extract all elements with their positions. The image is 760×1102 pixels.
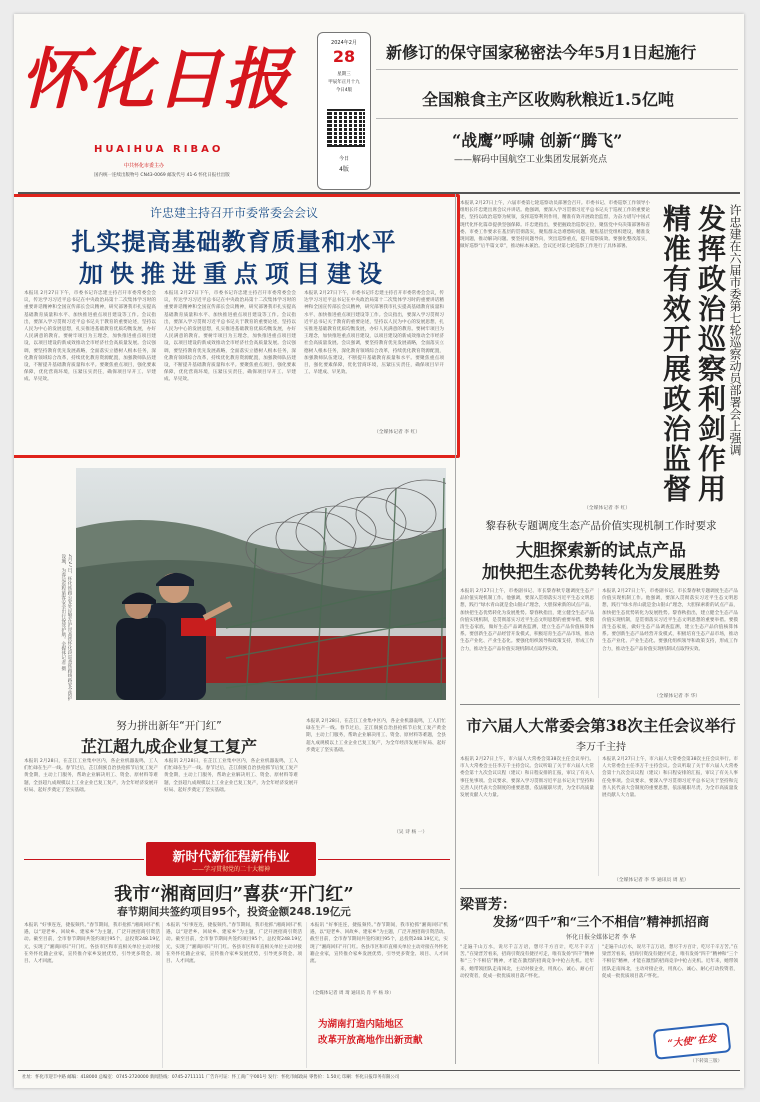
investment-title: 我市“湘商回归”喜获“开门红”: [114, 884, 354, 905]
lead-body-col-1: 本报讯 2月27日下午，市委书记许忠建主持召开市委常委会会议，传达学习习近平总书记在中央政治局第十二次集体学习时的重要讲话精神和全国宣传部长会议精神，研究部署我市扎实提高基础教育质量和水平、加快推进重点项目建设等工作。会议指出，要深入学习贯彻习近平总书记关于教育的重要论述，坚持以人民为中心的发展思想，扎实推进基础教育优质均衡发展，办好人民满意的教育。要树牢项目为王理念，加快推进重点项目建设，以项目建设的新成效推动全市经济社会高质量发展。会议强调，要坚持教育优先发展战略，全面落实立德树人根本任务，深化教育领域综合改革，持续优化教育资源配置，加强教师队伍建设，不断提升基础教育质量和水平。要聚焦重点项目，强化要素保障，优化营商环境，压紧压实责任，确保项目早开工、早建成、早见效。: [24, 291, 156, 383]
pages-value: 4版: [339, 166, 349, 173]
banner-title: 新时代新征程新伟业: [172, 850, 290, 865]
lead-body-col-2: 本报讯 2月27日下午，市委书记许忠建主持召开市委常委会会议，传达学习习近平总书记在中央政治局第十二次集体学习时的重要讲话精神和全国宣传部长会议精神，研究部署我市扎实提高基础教育质量和水平、加快推进重点项目建设等工作。会议指出，要深入学习贯彻习近平总书记关于教育的重要论述，坚持以人民为中心的发展思想，扎实推进基础教育优质均衡发展，办好人民满意的教育。要树牢项目为王理念，加快推进重点项目建设，以项目建设的新成效推动全市经济社会高质量发展。会议强调，要坚持教育优先发展战略，全面落实立德树人根本任务，深化教育领域综合改革，持续优化教育资源配置，加强教师队伍建设，不断提升基础教育质量和水平。要聚焦重点项目，强化要素保障，优化营商环境，压紧压实责任，确保项目早开工、早建成、早见效。: [164, 291, 296, 383]
investment-body-col-2: 本报讯 “好事连连，捷报频传。”春节期间，我市抢抓“湘商回归”机遇，以“迎老乡、回故乡、建家乡”为主题，广泛开展招商引资活动。截至目前，全市春节期间共签约项目95个，总投资248.19亿元，实现了“湘商回归”开门红。各县市区和市直相关单位主动对接在外怀化籍企业家，宣传推介家乡发展优势，引导更多资金、项目、人才回流。: [166, 923, 302, 965]
enterprise-byline: （吴 诗 杨 一）: [394, 830, 428, 835]
photo-caption: 2月27日，怀化铁路公安处民警在沪昆高铁怀化段巡查铁路线路安全防护设施，为春运返程旅客安全出行保驾护航。全媒体记者 摄: [60, 554, 72, 701]
date-day: 28: [332, 47, 356, 66]
investment-subtitle: 春节期间共签约项目95个，投资金额248.19亿元: [117, 906, 351, 918]
enterprise-body-col-1: 本报讯 2月28日，在芷江工业集中区内，各企业机器轰鸣，工人们忙碌在生产一线。春节过后，芷江侗族自治县抢抓节后复工复产黄金期，主动上门服务，帮助企业解决用工、资金、原材料等难题，全县超九成规模以上工业企业已复工复产，为全年经济发展开好局、起好步奠定了坚实基础。: [24, 759, 158, 793]
footer-info: 社址：怀化市迎丰中路 邮编：418000 总编室：0745-2720000 新闻热线：0745-2711111 广告许可证：怀工商广字001号 发行：怀化市邮政局 零售价：1.50元 印刷：怀化日报印务有限公司: [22, 1075, 400, 1080]
qr-code-icon: [327, 109, 365, 147]
stamp-text: “大使”在发: [667, 1033, 717, 1050]
enterprise-body-col-3: 本报讯 2月28日，在芷江工业集中区内，各企业机器轰鸣，工人们忙碌在生产一线。春节过后，芷江侗族自治县抢抓节后复工复产黄金期，主动上门服务，帮助企业解决用工、资金、原材料等难题，全县超九成规模以上工业企业已复工复产，为全年经济发展开好局、起好步奠定了坚实基础。: [306, 719, 446, 753]
top-headline-3-sub: ——解码中国航空工业集团发展新亮点: [454, 155, 608, 165]
promo-line-1: 为湖南打造内陆地区: [318, 1019, 404, 1030]
date-weekday: 星期三: [337, 72, 351, 77]
enterprise-kicker: 努力拼出新年“开门红”: [116, 720, 222, 732]
npc-title: 市六届人大常委会第38次主任会议举行: [466, 716, 736, 735]
npc-body-col-1: 本报讯 2月27日上午，市六届人大常委会第38次主任会议举行。市人大常委会主任李万千主持会议。会议听取了关于市六届人大常委会第十九次会议议程（建议）和日程安排的汇报，审议了有关人事任免事项。会议要求，要深入学习贯彻习近平总书记关于坚持和完善人民代表大会制度的重要思想，依法履职尽责，为全市高质量发展贡献人大力量。: [460, 757, 594, 799]
pages-label: 今日: [338, 156, 349, 162]
merchant-body-col-2: “走遍千山万水，说尽千言万语，想尽千方百计，吃尽千辛万苦。”在梁晋芳看来，招商引资没有捷径可走，唯有发扬“四千”精神和“三个不相信”精神，才能在激烈的招商竞争中抢占先机。近年来，她带领团队走南闯北，主动对接企业，用真心、诚心、耐心打动投资者，促成一批优质项目落户怀化。: [602, 945, 738, 979]
police-fence-photo: [76, 468, 446, 700]
npc-body-col-2: 本报讯 2月27日上午，市六届人大常委会第38次主任会议举行。市人大常委会主任李万千主持会议。会议听取了关于市六届人大常委会第十九次会议议程（建议）和日程安排的汇报，审议了有关人事任免事项。会议要求，要深入学习贯彻习近平总书记关于坚持和完善人民代表大会制度的重要思想，依法履职尽责，为全市高质量发展贡献人大力量。: [602, 757, 738, 799]
banner-subtitle: ——学习贯彻党的二十大精神: [191, 866, 270, 873]
lead-kicker: 许忠建主持召开市委常委会会议: [149, 206, 318, 220]
merchant-footer-note: （下转第三版）: [690, 1059, 723, 1064]
eco-title-2: 加快把生态优势转化为发展胜势: [482, 563, 720, 583]
theme-banner: [146, 842, 316, 876]
side-kicker: 许忠建在六届市委第七轮巡察动员部署会上强调: [728, 204, 742, 456]
npc-byline: （全媒体记者 李 华 通讯员 周 星）: [614, 878, 689, 883]
lead-title-2: 加快推进重点项目建设: [79, 259, 389, 288]
eco-body-col-2: 本报讯 2月27日上午，市委副书记、市长黎春秋专题调度生态产品价值实现机制工作。他强调，要深入贯彻落实习近平生态文明思想，践行“绿水青山就是金山银山”理念，大胆探索新的试点产品，加快把生态优势转化为发展胜势。黎春秋指出，建立健全生态产品价值实现机制，是贯彻落实习近平生态文明思想的重要举措。要摸清生态家底，做好生态产品调查监测，建立生态产品价值核算体系。要创新生态产品经营开发模式，积极培育生态产品市场，推动生态产业化、产业生态化。要强化组织领导和政策支持，形成工作合力，推动生态产品价值实现机制试点取得实效。: [602, 589, 738, 652]
investment-byline: （全媒体记者 周 琦 通讯员 肖 平 杨 珍）: [310, 991, 394, 996]
side-title-2: 精准有效开展政治监督: [659, 204, 692, 504]
enterprise-title: 芷江超九成企业复工复产: [80, 737, 257, 756]
date-lunar: 甲辰年正月十九: [328, 80, 360, 85]
top-headline-2: 全国粮食主产区收购秋粮近1.5亿吨: [422, 90, 674, 109]
news-photo: [76, 468, 446, 700]
lead-body-col-3: 本报讯 2月27日下午，市委书记许忠建主持召开市委常委会会议，传达学习习近平总书记在中央政治局第十二次集体学习时的重要讲话精神和全国宣传部长会议精神，研究部署我市扎实提高基础教育质量和水平、加快推进重点项目建设等工作。会议指出，要深入学习贯彻习近平总书记关于教育的重要论述，坚持以人民为中心的发展思想，扎实推进基础教育优质均衡发展，办好人民满意的教育。要树牢项目为王理念，加快推进重点项目建设，以项目建设的新成效推动全市经济社会高质量发展。会议强调，要坚持教育优先发展战略，全面落实立德树人根本任务，深化教育领域综合改革，持续优化教育资源配置，加强教师队伍建设，不断提升基础教育质量和水平。要聚焦重点项目，强化要素保障，优化营商环境，压紧压实责任，确保项目早开工、早建成、早见效。: [304, 291, 444, 376]
side-title-1: 发挥政治巡察利剑作用: [694, 204, 727, 504]
merchant-body-col-1: “走遍千山万水，说尽千言万语，想尽千方百计，吃尽千辛万苦。”在梁晋芳看来，招商引资没有捷径可走，唯有发扬“四千”精神和“三个不相信”精神，才能在激烈的招商竞争中抢占先机。近年来，她带领团队走南闯北，主动对接企业，用真心、诚心、耐心打动投资者，促成一批优质项目落户怀化。: [460, 945, 594, 979]
investment-body-col-3: 本报讯 “好事连连，捷报频传。”春节期间，我市抢抓“湘商回归”机遇，以“迎老乡、回故乡、建家乡”为主题，广泛开展招商引资活动。截至目前，全市春节期间共签约项目95个，总投资248.19亿元，实现了“湘商回归”开门红。各县市区和市直相关单位主动对接在外怀化籍企业家，宣传推介家乡发展优势，引导更多资金、项目、人才回流。: [310, 923, 448, 965]
masthead-publisher: 中共怀化市委主办: [124, 163, 165, 169]
date-line: 2024年2月: [331, 40, 357, 46]
merchant-kicker: 梁晋芳：: [460, 897, 516, 913]
reform-promo: [314, 1006, 448, 1062]
date-issue-note: 今日4版: [335, 88, 353, 93]
side-byline: （全媒体记者 李 红）: [584, 506, 631, 511]
masthead-info-line: 国内统一连续出版物号 CN43-0069 邮发代号 41-6 怀化日报社出版: [94, 173, 230, 178]
eco-kicker: 黎春秋专题调度生态产品价值实现机制工作时要求: [485, 520, 717, 532]
merchant-title: 发扬“四千”和“三个不相信”精神抓招商: [492, 914, 710, 929]
masthead-title: 怀化日报: [20, 40, 292, 118]
date-box: [317, 32, 371, 190]
newspaper-page: [14, 14, 744, 1088]
top-headline-3: “战鹰”呼啸 创新“腾飞”: [452, 131, 623, 150]
eco-byline: （全媒体记者 李 华）: [654, 694, 701, 699]
npc-subtitle: 李万千主持: [576, 742, 626, 753]
enterprise-body-col-2: 本报讯 2月28日，在芷江工业集中区内，各企业机器轰鸣，工人们忙碌在生产一线。春节过后，芷江侗族自治县抢抓节后复工复产黄金期，主动上门服务，帮助企业解决用工、资金、原材料等难题，全县超九成规模以上工业企业已复工复产，为全年经济发展开好局、起好步奠定了坚实基础。: [164, 759, 298, 793]
merchant-subtitle: 怀化日报全媒体记者 李 华: [566, 934, 636, 941]
lead-title-1: 扎实提高基础教育质量和水平: [71, 227, 397, 256]
ambassador-stamp: [653, 1022, 732, 1060]
top-headline-1: 新修订的保守国家秘密法今年5月1日起施行: [386, 43, 697, 62]
investment-body-col-1: 本报讯 “好事连连，捷报频传。”春节期间，我市抢抓“湘商回归”机遇，以“迎老乡、回故乡、建家乡”为主题，广泛开展招商引资活动。截至目前，全市春节期间共签约项目95个，总投资248.19亿元，实现了“湘商回归”开门红。各县市区和市直相关单位主动对接在外怀化籍企业家，宣传推介家乡发展优势，引导更多资金、项目、人才回流。: [24, 923, 160, 965]
lead-byline: （全媒体记者 李 红）: [374, 430, 421, 435]
promo-line-2: 改革开放高地作出新贡献: [318, 1035, 423, 1046]
masthead-pinyin: HUAIHUA RIBAO: [94, 144, 224, 155]
eco-title-1: 大胆探索新的试点产品: [516, 541, 686, 561]
side-body: 本报讯 2月27日上午，六届市委第七轮巡察动员部署会召开。市委书记、市委巡察工作领导小组组长许忠建出席会议并讲话。他强调，要深入学习贯彻习近平总书记关于巡视工作的重要论述，坚持以政治巡察为统领，发挥巡察利剑作用，精准有效开展政治监督，为奋力谱写中国式现代化怀化篇章提供坚强保障。许忠建指出，要把握政治巡察定位，聚焦党中央决策部署和省委、市委工作要求在基层的贯彻落实，聚焦群众急难愁盼问题，聚焦基层党组织建设，精准发现问题，推动解决问题。要坚持问题导向，突出巡察重点，提升巡察质效。要强化整改落实，做好巡察“后半篇文章”，推动标本兼治。会议还对第七轮巡察工作进行了具体部署。: [460, 201, 650, 250]
eco-body-col-1: 本报讯 2月27日上午，市委副书记、市长黎春秋专题调度生态产品价值实现机制工作。他强调，要深入贯彻落实习近平生态文明思想，践行“绿水青山就是金山银山”理念，大胆探索新的试点产品，加快把生态优势转化为发展胜势。黎春秋指出，建立健全生态产品价值实现机制，是贯彻落实习近平生态文明思想的重要举措。要摸清生态家底，做好生态产品调查监测，建立生态产品价值核算体系。要创新生态产品经营开发模式，积极培育生态产品市场，推动生态产业化、产业生态化。要强化组织领导和政策支持，形成工作合力，推动生态产品价值实现机制试点取得实效。: [460, 589, 594, 652]
